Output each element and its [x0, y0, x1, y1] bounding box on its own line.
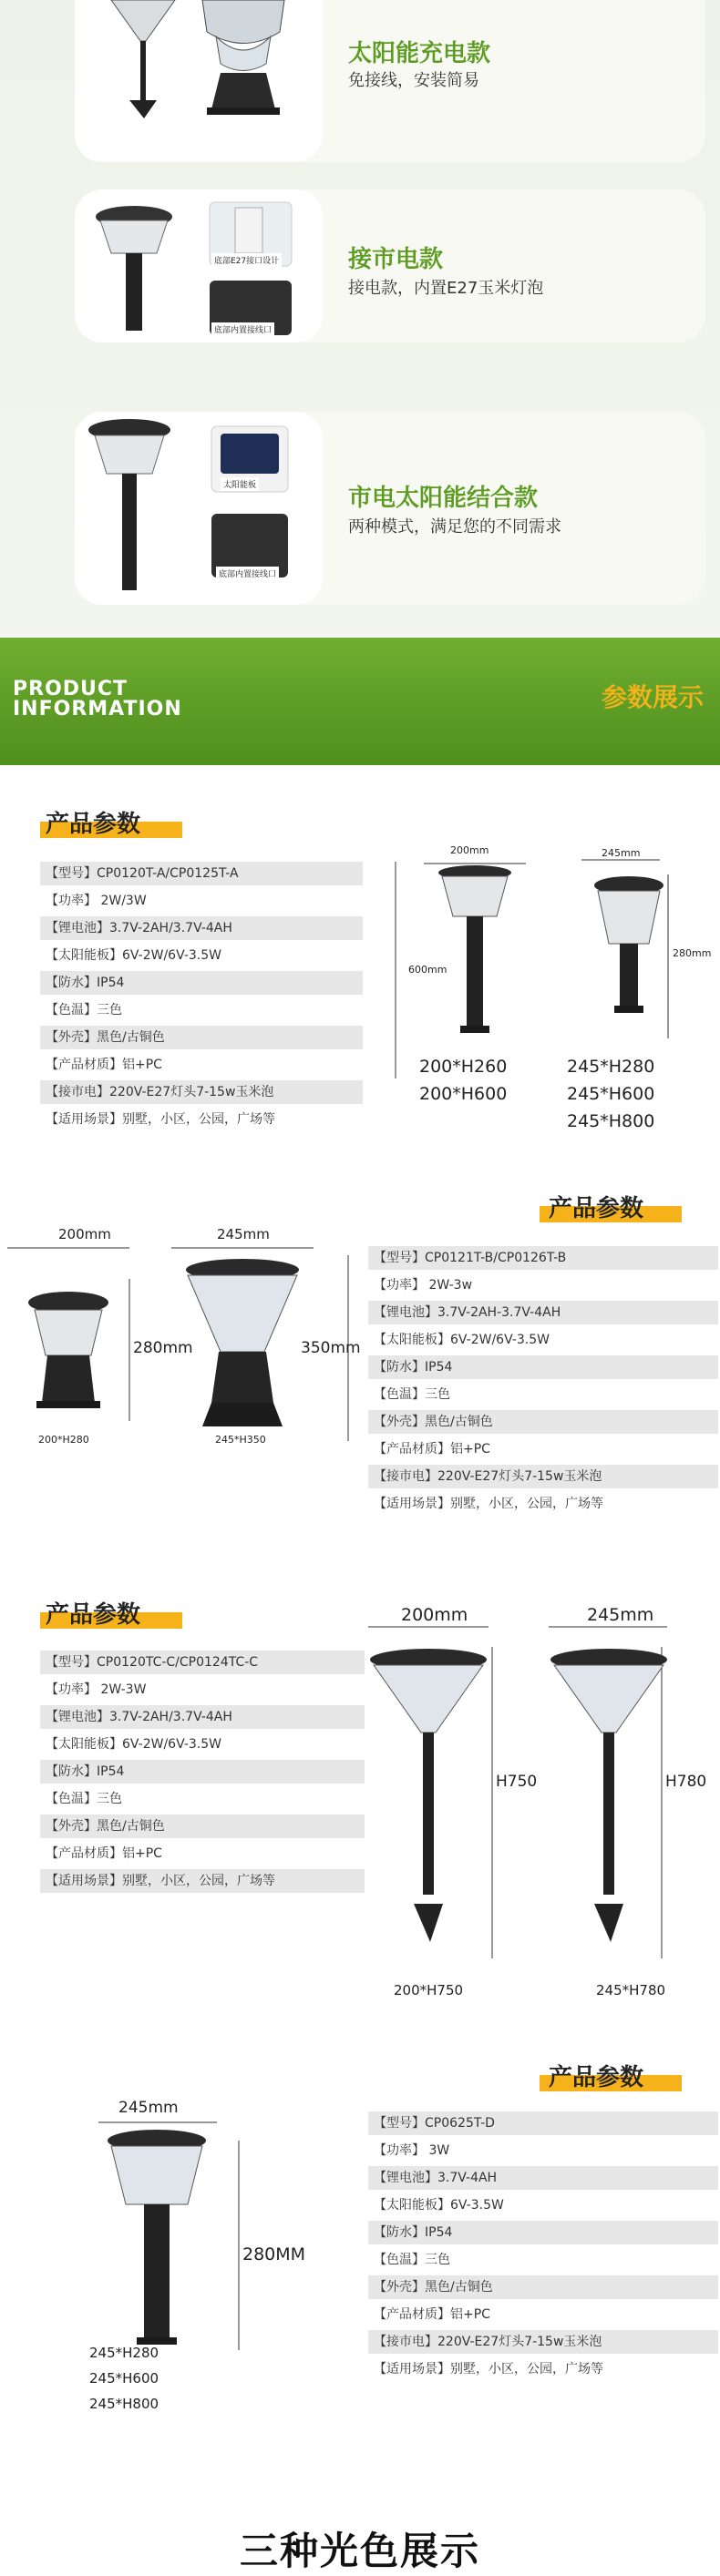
- spec-row: 【锂电池】3.7V-2AH/3.7V-4AH: [40, 1705, 365, 1729]
- feature-card-hybrid: [75, 412, 705, 605]
- spec-row: 【适用场景】别墅，小区，公园，广场等: [40, 1869, 365, 1893]
- spec-row: 【接市电】220V-E27灯头7-15w玉米泡: [40, 1080, 363, 1104]
- size-label: 245*H780: [596, 1982, 666, 1998]
- spec-row: 【产品材质】铝+PC: [374, 1442, 490, 1457]
- spec-row: 【接市电】220V-E27灯头7-15w玉米泡: [368, 1465, 718, 1488]
- spec-row: 【锂电池】3.7V-2AH/3.7V-4AH: [40, 916, 363, 940]
- solar-stake-lamp-image: [75, 0, 323, 162]
- spec-row: 【防水】IP54: [368, 1355, 718, 1379]
- height-dimension: 280mm: [673, 947, 712, 959]
- spec-row: 【功率】 2W/3W: [46, 894, 147, 908]
- feature-card-mains: [75, 189, 705, 342]
- feature-card-solar: [75, 0, 705, 162]
- size-label: 245*H350: [215, 1434, 266, 1446]
- spec-row: 【型号】CP0625T-D: [368, 2111, 718, 2135]
- inset-label: 底部内置接线口: [216, 567, 279, 580]
- section-title: 产品参数: [549, 1195, 644, 1222]
- spec-row: 【型号】CP0120TC-C/CP0124TC-C: [40, 1651, 365, 1674]
- width-dimension: 245mm: [587, 1605, 654, 1625]
- height-dimension: H750: [496, 1773, 538, 1791]
- spec-row: 【外壳】黑色/古铜色: [368, 2275, 718, 2299]
- hybrid-lamp-image: [75, 412, 323, 605]
- feature-subtitle: 免接线，安装简易: [348, 71, 479, 90]
- size-label: 245*H600: [567, 1084, 655, 1104]
- spec-row: 【型号】CP0120T-A/CP0125T-A: [40, 862, 363, 885]
- feature-title: 接市电款: [348, 246, 444, 273]
- spec-row: 【太阳能板】6V-3.5W: [374, 2198, 504, 2213]
- spec-row: 【接市电】220V-E27灯头7-15w玉米泡: [368, 2330, 718, 2354]
- spec-row: 【太阳能板】6V-2W/6V-3.5W: [46, 948, 222, 963]
- spec-row: 【太阳能板】6V-2W/6V-3.5W: [374, 1333, 550, 1347]
- spec-row: 【色温】三色: [374, 2253, 450, 2267]
- width-dimension: 200mm: [401, 1605, 468, 1625]
- spec-row: 【功率】 2W-3W: [46, 1682, 147, 1697]
- feature-subtitle: 接电款，内置E27玉米灯泡: [348, 279, 544, 298]
- spec-row: 【外壳】黑色/古铜色: [40, 1026, 363, 1049]
- banner-en-line2: INFORMATION: [13, 698, 182, 721]
- spec-row: 【外壳】黑色/古铜色: [368, 1410, 718, 1434]
- spec-row: 【太阳能板】6V-2W/6V-3.5W: [46, 1737, 222, 1752]
- size-label: 200*H280: [38, 1434, 89, 1446]
- lamp-diagram-4: [0, 0, 720, 1]
- size-label: 245*H280: [567, 1057, 655, 1077]
- width-dimension: 245mm: [217, 1226, 270, 1242]
- light-color-showcase-title: 三种光色展示: [239, 2529, 480, 2573]
- spec-row: 【产品材质】铝+PC: [374, 2307, 490, 2322]
- spec-row: 【适用场景】别墅，小区，公园，广场等: [374, 2362, 603, 2377]
- size-label: 245*H800: [567, 1111, 655, 1131]
- spec-row: 【产品材质】铝+PC: [46, 1846, 162, 1861]
- feature-title: 太阳能充电款: [348, 40, 491, 67]
- size-label: 200*H260: [419, 1057, 508, 1077]
- inset-label: 太阳能板: [221, 477, 259, 491]
- spec-row: 【锂电池】3.7V-4AH: [368, 2166, 718, 2190]
- size-label: 200*H750: [394, 1982, 464, 1998]
- spec-row: 【锂电池】3.7V-2AH-3.7V-4AH: [368, 1301, 718, 1324]
- mains-lamp-image: [75, 189, 323, 342]
- feature-image-solar: [75, 0, 323, 162]
- feature-section: [0, 0, 720, 638]
- spec-row: 【功率】 3W: [374, 2143, 450, 2158]
- spec-row: 【外壳】黑色/古铜色: [40, 1814, 365, 1838]
- spec-row: 【色温】三色: [46, 1792, 122, 1806]
- section-title: 产品参数: [46, 811, 141, 838]
- spec-row: 【型号】CP0121T-B/CP0126T-B: [368, 1246, 718, 1270]
- feature-title: 市电太阳能结合款: [348, 485, 539, 512]
- height-dimension: 280mm: [133, 1339, 193, 1357]
- banner-en-line1: PRODUCT: [13, 678, 129, 700]
- size-label: 245*H800: [89, 2396, 159, 2412]
- product-info-banner: [0, 638, 720, 765]
- spec-row: 【防水】IP54: [40, 971, 363, 995]
- section-title: 产品参数: [549, 2064, 644, 2091]
- width-dimension: 200mm: [450, 844, 489, 856]
- height-dimension: 600mm: [408, 964, 447, 976]
- feature-image-hybrid: [75, 412, 323, 605]
- spec-row: 【防水】IP54: [40, 1760, 365, 1784]
- size-label: 245*H600: [89, 2370, 159, 2387]
- height-dimension: H780: [665, 1773, 707, 1791]
- spec-row: 【色温】三色: [46, 1003, 122, 1017]
- spec-row: 【色温】三色: [374, 1387, 450, 1402]
- width-dimension: 200mm: [58, 1226, 111, 1242]
- inset-label: 底部E27接口设计: [211, 253, 282, 267]
- spec-row: 【产品材质】铝+PC: [46, 1058, 162, 1072]
- width-dimension: 245mm: [602, 847, 641, 859]
- height-dimension: 350mm: [301, 1339, 361, 1357]
- inset-label: 底部内置接线口: [211, 322, 274, 336]
- banner-chinese-title: 参数展示: [601, 682, 704, 712]
- width-dimension: 245mm: [118, 2099, 179, 2117]
- spec-row: 【功率】 2W-3w: [374, 1278, 473, 1293]
- feature-image-mains: [75, 189, 323, 342]
- height-dimension: 280MM: [242, 2244, 306, 2264]
- banner-english-title: [13, 680, 182, 720]
- feature-subtitle: 两种模式，满足您的不同需求: [348, 517, 561, 537]
- section-title: 产品参数: [46, 1601, 141, 1629]
- spec-row: 【防水】IP54: [368, 2221, 718, 2244]
- size-label: 245*H280: [89, 2345, 159, 2361]
- spec-row: 【适用场景】别墅，小区，公园，广场等: [46, 1112, 275, 1127]
- spec-row: 【适用场景】别墅，小区，公园，广场等: [374, 1497, 603, 1511]
- size-label: 200*H600: [419, 1084, 508, 1104]
